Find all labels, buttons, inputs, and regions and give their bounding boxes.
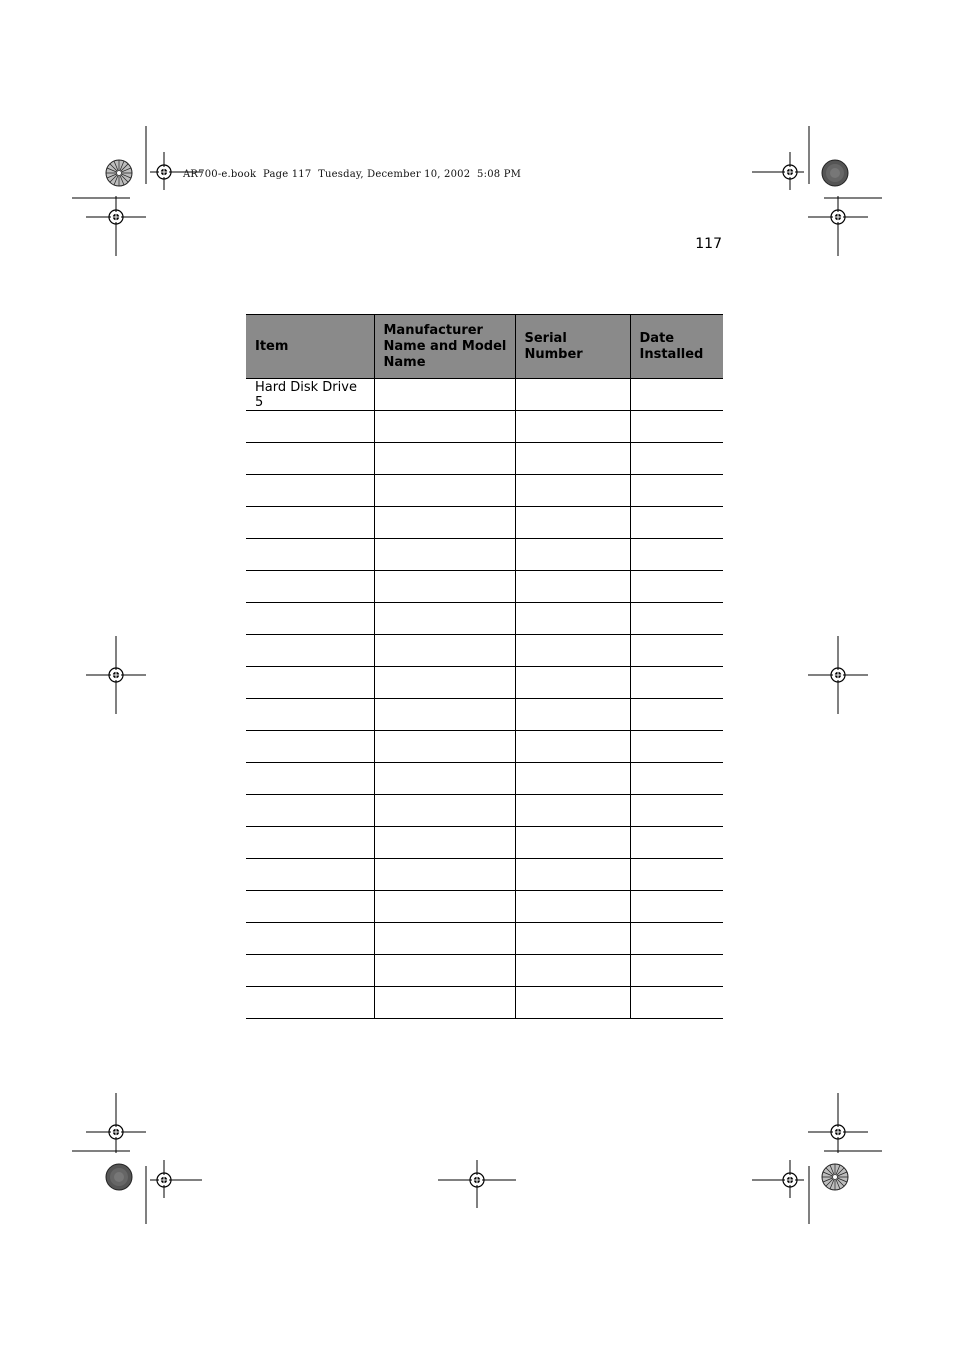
- column-header-manufacturer: Manufacturer Name and Model Name: [374, 315, 515, 379]
- table-cell: [374, 699, 515, 731]
- table-cell: [630, 859, 723, 891]
- table-row: [246, 987, 723, 1019]
- component-record-table: [246, 314, 723, 1019]
- table-row: [246, 571, 723, 603]
- table-row: [246, 795, 723, 827]
- table-cell: [374, 987, 515, 1019]
- column-header-date-installed: Date Installed: [630, 315, 723, 379]
- registration-mark-icon: [146, 126, 202, 190]
- table-cell: [630, 827, 723, 859]
- table-cell: [246, 667, 374, 699]
- table-row: [246, 923, 723, 955]
- registration-mark-icon: [752, 126, 809, 190]
- table-cell: [374, 859, 515, 891]
- table-cell: [246, 539, 374, 571]
- table-cell: [630, 891, 723, 923]
- table-cell: [374, 507, 515, 539]
- table-cell: [630, 923, 723, 955]
- table-cell: [246, 731, 374, 763]
- table-header-row: [246, 315, 723, 379]
- table-cell: [515, 379, 630, 411]
- table-row: [246, 827, 723, 859]
- table-cell: [630, 699, 723, 731]
- table-cell: [630, 795, 723, 827]
- table-row: [246, 539, 723, 571]
- table-cell: [246, 507, 374, 539]
- table-cell: [515, 827, 630, 859]
- table-row: [246, 955, 723, 987]
- table-row: [246, 763, 723, 795]
- table-cell: [630, 987, 723, 1019]
- table-cell: [246, 827, 374, 859]
- table-cell: [515, 955, 630, 987]
- color-bar-circle-icon: [822, 1164, 848, 1190]
- color-bar-circle-icon: [106, 1164, 132, 1190]
- table-cell: [374, 379, 515, 411]
- color-bar-circle-icon: [822, 160, 848, 186]
- table-cell: [374, 539, 515, 571]
- table-cell: [374, 891, 515, 923]
- column-header-item: Item: [246, 315, 374, 379]
- table-row: [246, 603, 723, 635]
- table-cell: [374, 795, 515, 827]
- table-cell: Hard Disk Drive 5: [246, 379, 374, 411]
- table-cell: [515, 795, 630, 827]
- table-cell: [515, 539, 630, 571]
- table-cell: [374, 955, 515, 987]
- registration-mark-icon: [146, 1160, 202, 1224]
- table-cell: [515, 859, 630, 891]
- table-row: [246, 859, 723, 891]
- table-row: [246, 731, 723, 763]
- table-cell: [246, 955, 374, 987]
- color-bar-circle-icon: [106, 160, 132, 186]
- table-cell: [374, 667, 515, 699]
- registration-mark-icon: [72, 196, 146, 256]
- table-cell: [630, 379, 723, 411]
- table-row: [246, 635, 723, 667]
- table-cell: [374, 475, 515, 507]
- table-row: [246, 699, 723, 731]
- table-cell: [630, 571, 723, 603]
- table-cell: [374, 635, 515, 667]
- table-cell: [630, 507, 723, 539]
- table-cell: [246, 923, 374, 955]
- table-cell: [630, 443, 723, 475]
- table-cell: [630, 603, 723, 635]
- table-row: [246, 379, 723, 411]
- table-cell: [630, 667, 723, 699]
- table-cell: [515, 731, 630, 763]
- table-row: [246, 507, 723, 539]
- table-cell: [246, 443, 374, 475]
- table-cell: [246, 635, 374, 667]
- table-cell: [630, 955, 723, 987]
- table-cell: [246, 603, 374, 635]
- table-cell: [374, 763, 515, 795]
- table-cell: [246, 859, 374, 891]
- table-cell: [630, 475, 723, 507]
- table-cell: [515, 923, 630, 955]
- table-cell: [246, 763, 374, 795]
- table-body: [246, 379, 723, 1019]
- table-cell: [515, 603, 630, 635]
- registration-mark-icon: [72, 1093, 146, 1153]
- table-cell: [515, 763, 630, 795]
- table-cell: [515, 507, 630, 539]
- table-cell: [515, 571, 630, 603]
- table-cell: [246, 987, 374, 1019]
- table-cell: [374, 443, 515, 475]
- table-cell: [374, 603, 515, 635]
- table-row: [246, 891, 723, 923]
- table-cell: [374, 731, 515, 763]
- table-row: [246, 475, 723, 507]
- table-cell: [246, 571, 374, 603]
- table-cell: [246, 699, 374, 731]
- registration-mark-icon: [808, 1093, 882, 1153]
- table-cell: [515, 443, 630, 475]
- print-info-line: AR700-e.book Page 117 Tuesday, December 10, 2002 5:08 PM: [183, 169, 522, 180]
- table-cell: [246, 411, 374, 443]
- table-cell: [246, 891, 374, 923]
- table-cell: [374, 827, 515, 859]
- registration-mark-icon: [808, 196, 882, 256]
- page-number: 117: [695, 236, 722, 252]
- table-row: [246, 411, 723, 443]
- registration-mark-icon: [808, 636, 868, 714]
- table-row: [246, 443, 723, 475]
- table-cell: [515, 891, 630, 923]
- registration-mark-icon: [752, 1160, 809, 1224]
- table-cell: [374, 923, 515, 955]
- table-cell: [630, 763, 723, 795]
- table-cell: [515, 475, 630, 507]
- table-cell: [515, 699, 630, 731]
- registration-mark-icon: [86, 636, 146, 714]
- table-cell: [630, 731, 723, 763]
- table-cell: [515, 667, 630, 699]
- table-cell: [515, 635, 630, 667]
- column-header-serial-number: Serial Number: [515, 315, 630, 379]
- table-cell: [630, 539, 723, 571]
- registration-mark-icon: [438, 1160, 516, 1208]
- table-cell: [515, 411, 630, 443]
- table-cell: [630, 635, 723, 667]
- table-cell: [374, 411, 515, 443]
- table-cell: [246, 475, 374, 507]
- table-cell: [246, 795, 374, 827]
- table-cell: [515, 987, 630, 1019]
- table-cell: [630, 411, 723, 443]
- table-row: [246, 667, 723, 699]
- table-cell: [374, 571, 515, 603]
